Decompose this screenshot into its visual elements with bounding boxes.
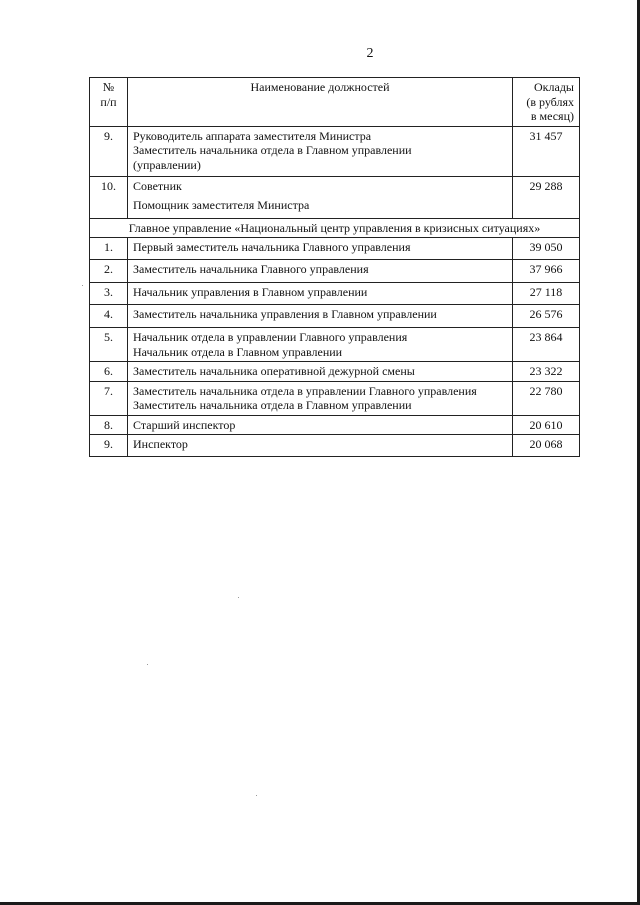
table-row [90, 328, 580, 362]
header-salary-line: в месяц) [530, 109, 574, 123]
position-line: Заместитель начальника отдела в Главном управлении [133, 398, 412, 412]
page-number: 2 [366, 46, 374, 61]
row-number: 9. [90, 435, 128, 457]
header-salary [513, 78, 580, 127]
row-number: 8. [90, 415, 128, 435]
position-line: Помощник заместителя Министра [133, 198, 310, 212]
row-number: 3. [90, 283, 128, 305]
scan-speck [147, 664, 148, 665]
row-position [128, 176, 513, 218]
table-row [90, 126, 580, 176]
row-number: 10. [90, 176, 128, 218]
table-row [90, 283, 580, 305]
table-header-row [90, 78, 580, 127]
table-row [90, 305, 580, 328]
row-number: 2. [90, 260, 128, 283]
row-position: Заместитель начальника Главного управления [128, 260, 513, 283]
position-line: Начальник отдела в Главном управлении [133, 344, 343, 359]
table-row [90, 238, 580, 260]
row-position: Начальник управления в Главном управлении [128, 283, 513, 305]
row-position [128, 126, 513, 176]
row-salary: 31 457 [513, 126, 580, 176]
row-salary: 20 068 [513, 435, 580, 457]
table-row [90, 381, 580, 415]
header-number-line: № [102, 80, 115, 94]
row-salary: 22 780 [513, 381, 580, 415]
salary-table [89, 77, 580, 457]
row-position [128, 328, 513, 362]
header-position-name: Наименование должностей [128, 78, 513, 127]
row-position: Инспектор [128, 435, 513, 457]
row-number: 4. [90, 305, 128, 328]
row-salary: 26 576 [513, 305, 580, 328]
row-salary: 27 118 [513, 283, 580, 305]
position-line: Руководитель аппарата заместителя Министра [133, 128, 372, 143]
row-number: 5. [90, 328, 128, 362]
row-position: Заместитель начальника управления в Главном управлении [128, 305, 513, 328]
row-number: 1. [90, 238, 128, 260]
position-line: Заместитель начальника отдела в управлении Главного управления [133, 383, 477, 398]
row-position: Старший инспектор [128, 415, 513, 435]
scan-speck [238, 597, 239, 598]
header-number-line: п/п [100, 94, 117, 109]
header-salary-line: (в рублях [526, 94, 574, 109]
row-salary: 23 322 [513, 362, 580, 382]
header-number [90, 78, 128, 127]
table-row [90, 362, 580, 382]
row-position: Первый заместитель начальника Главного управления [128, 238, 513, 260]
table-row [90, 435, 580, 457]
position-line: Начальник отдела в управлении Главного управления [133, 330, 408, 344]
table-row [90, 260, 580, 283]
row-position: Заместитель начальника оперативной дежурной смены [128, 362, 513, 382]
row-number: 6. [90, 362, 128, 382]
scan-speck [256, 795, 257, 796]
table-row [90, 176, 580, 218]
position-line: (управлении) [133, 157, 201, 172]
row-position [128, 381, 513, 415]
table-row [90, 415, 580, 435]
section-header-row [90, 218, 580, 238]
row-salary: 37 966 [513, 260, 580, 283]
row-salary: 20 610 [513, 415, 580, 435]
scan-speck [82, 285, 83, 286]
header-salary-line: Оклады [534, 80, 574, 94]
row-salary: 29 288 [513, 176, 580, 218]
row-salary: 39 050 [513, 238, 580, 260]
row-number: 7. [90, 381, 128, 415]
row-number: 9. [90, 126, 128, 176]
position-line: Советник [133, 178, 182, 193]
position-line: Заместитель начальника отдела в Главном управлении [133, 143, 412, 157]
section-title: Главное управление «Национальный центр управления в кризисных ситуациях» [90, 218, 580, 238]
row-salary: 23 864 [513, 328, 580, 362]
